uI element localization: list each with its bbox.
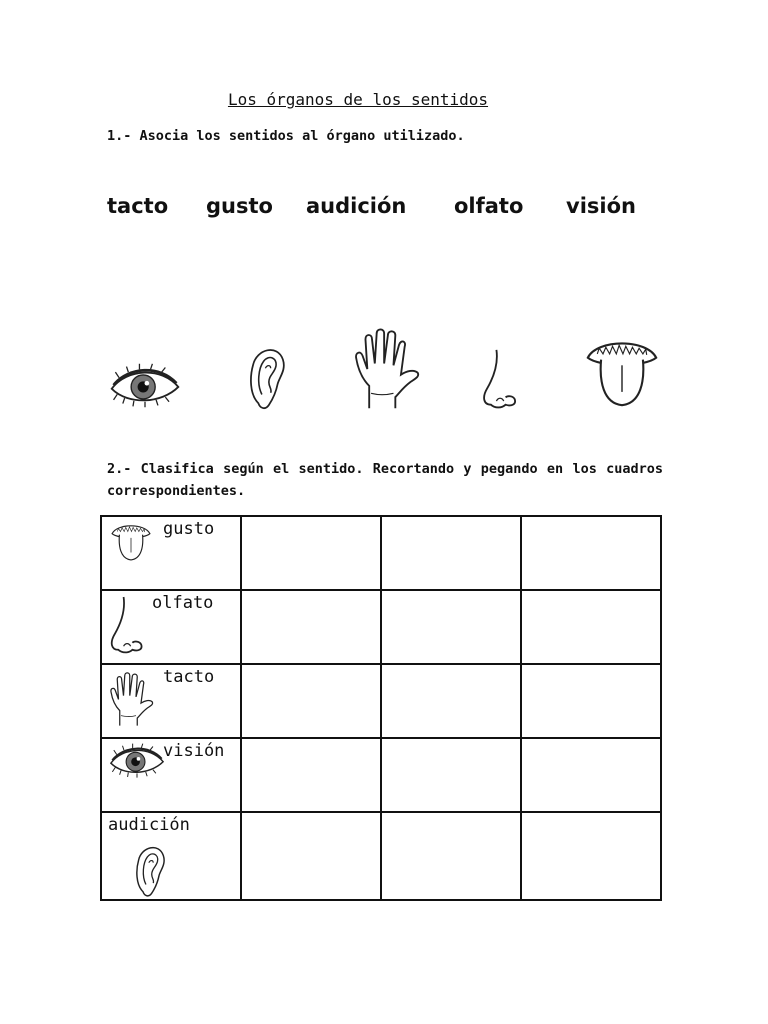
table-row <box>101 812 661 900</box>
page-title: Los órganos de los sentidos <box>227 90 489 109</box>
ear-icon <box>244 342 292 412</box>
row-header-olfato <box>101 590 241 664</box>
hand-icon <box>106 667 156 733</box>
table-row <box>101 664 661 738</box>
question-1: 1.- Asocia los sentidos al órgano utilizado. <box>107 128 465 144</box>
sense-word-gusto: gusto <box>206 194 273 218</box>
paste-cell <box>521 664 661 738</box>
paste-cell <box>521 738 661 812</box>
tongue-icon <box>110 519 152 563</box>
paste-cell <box>381 664 521 738</box>
paste-cell <box>241 516 381 590</box>
row-header-tacto <box>101 664 241 738</box>
classification-table <box>100 515 662 901</box>
row-label: olfato <box>152 593 214 613</box>
row-header-gusto <box>101 516 241 590</box>
paste-cell <box>241 664 381 738</box>
row-header-audicion <box>101 812 241 900</box>
paste-cell <box>381 812 521 900</box>
row-label: audición <box>108 815 190 835</box>
nose-icon <box>106 595 150 657</box>
row-label: visión <box>163 741 225 761</box>
ear-icon <box>132 841 170 899</box>
paste-cell <box>241 812 381 900</box>
row-header-vision <box>101 738 241 812</box>
paste-cell <box>521 516 661 590</box>
sense-word-olfato: olfato <box>454 194 524 218</box>
question-2: 2.- Clasifica según el sentido. Recortando y pegando en los cuadros correspondientes. <box>107 461 663 499</box>
paste-cell <box>241 738 381 812</box>
paste-cell <box>381 516 521 590</box>
sense-word-vision: visión <box>566 194 636 218</box>
eye-icon <box>108 741 166 781</box>
tongue-icon <box>584 332 660 410</box>
table-row <box>101 590 661 664</box>
sense-word-audicion: audición <box>306 194 407 218</box>
row-label: tacto <box>163 667 215 687</box>
table-row <box>101 738 661 812</box>
hand-icon <box>346 328 426 412</box>
paste-cell <box>241 590 381 664</box>
nose-icon <box>478 348 524 412</box>
row-label: gusto <box>163 519 215 539</box>
table-row <box>101 516 661 590</box>
paste-cell <box>521 812 661 900</box>
paste-cell <box>521 590 661 664</box>
paste-cell <box>381 590 521 664</box>
paste-cell <box>381 738 521 812</box>
eye-icon <box>108 362 182 410</box>
sense-word-tacto: tacto <box>107 194 169 218</box>
